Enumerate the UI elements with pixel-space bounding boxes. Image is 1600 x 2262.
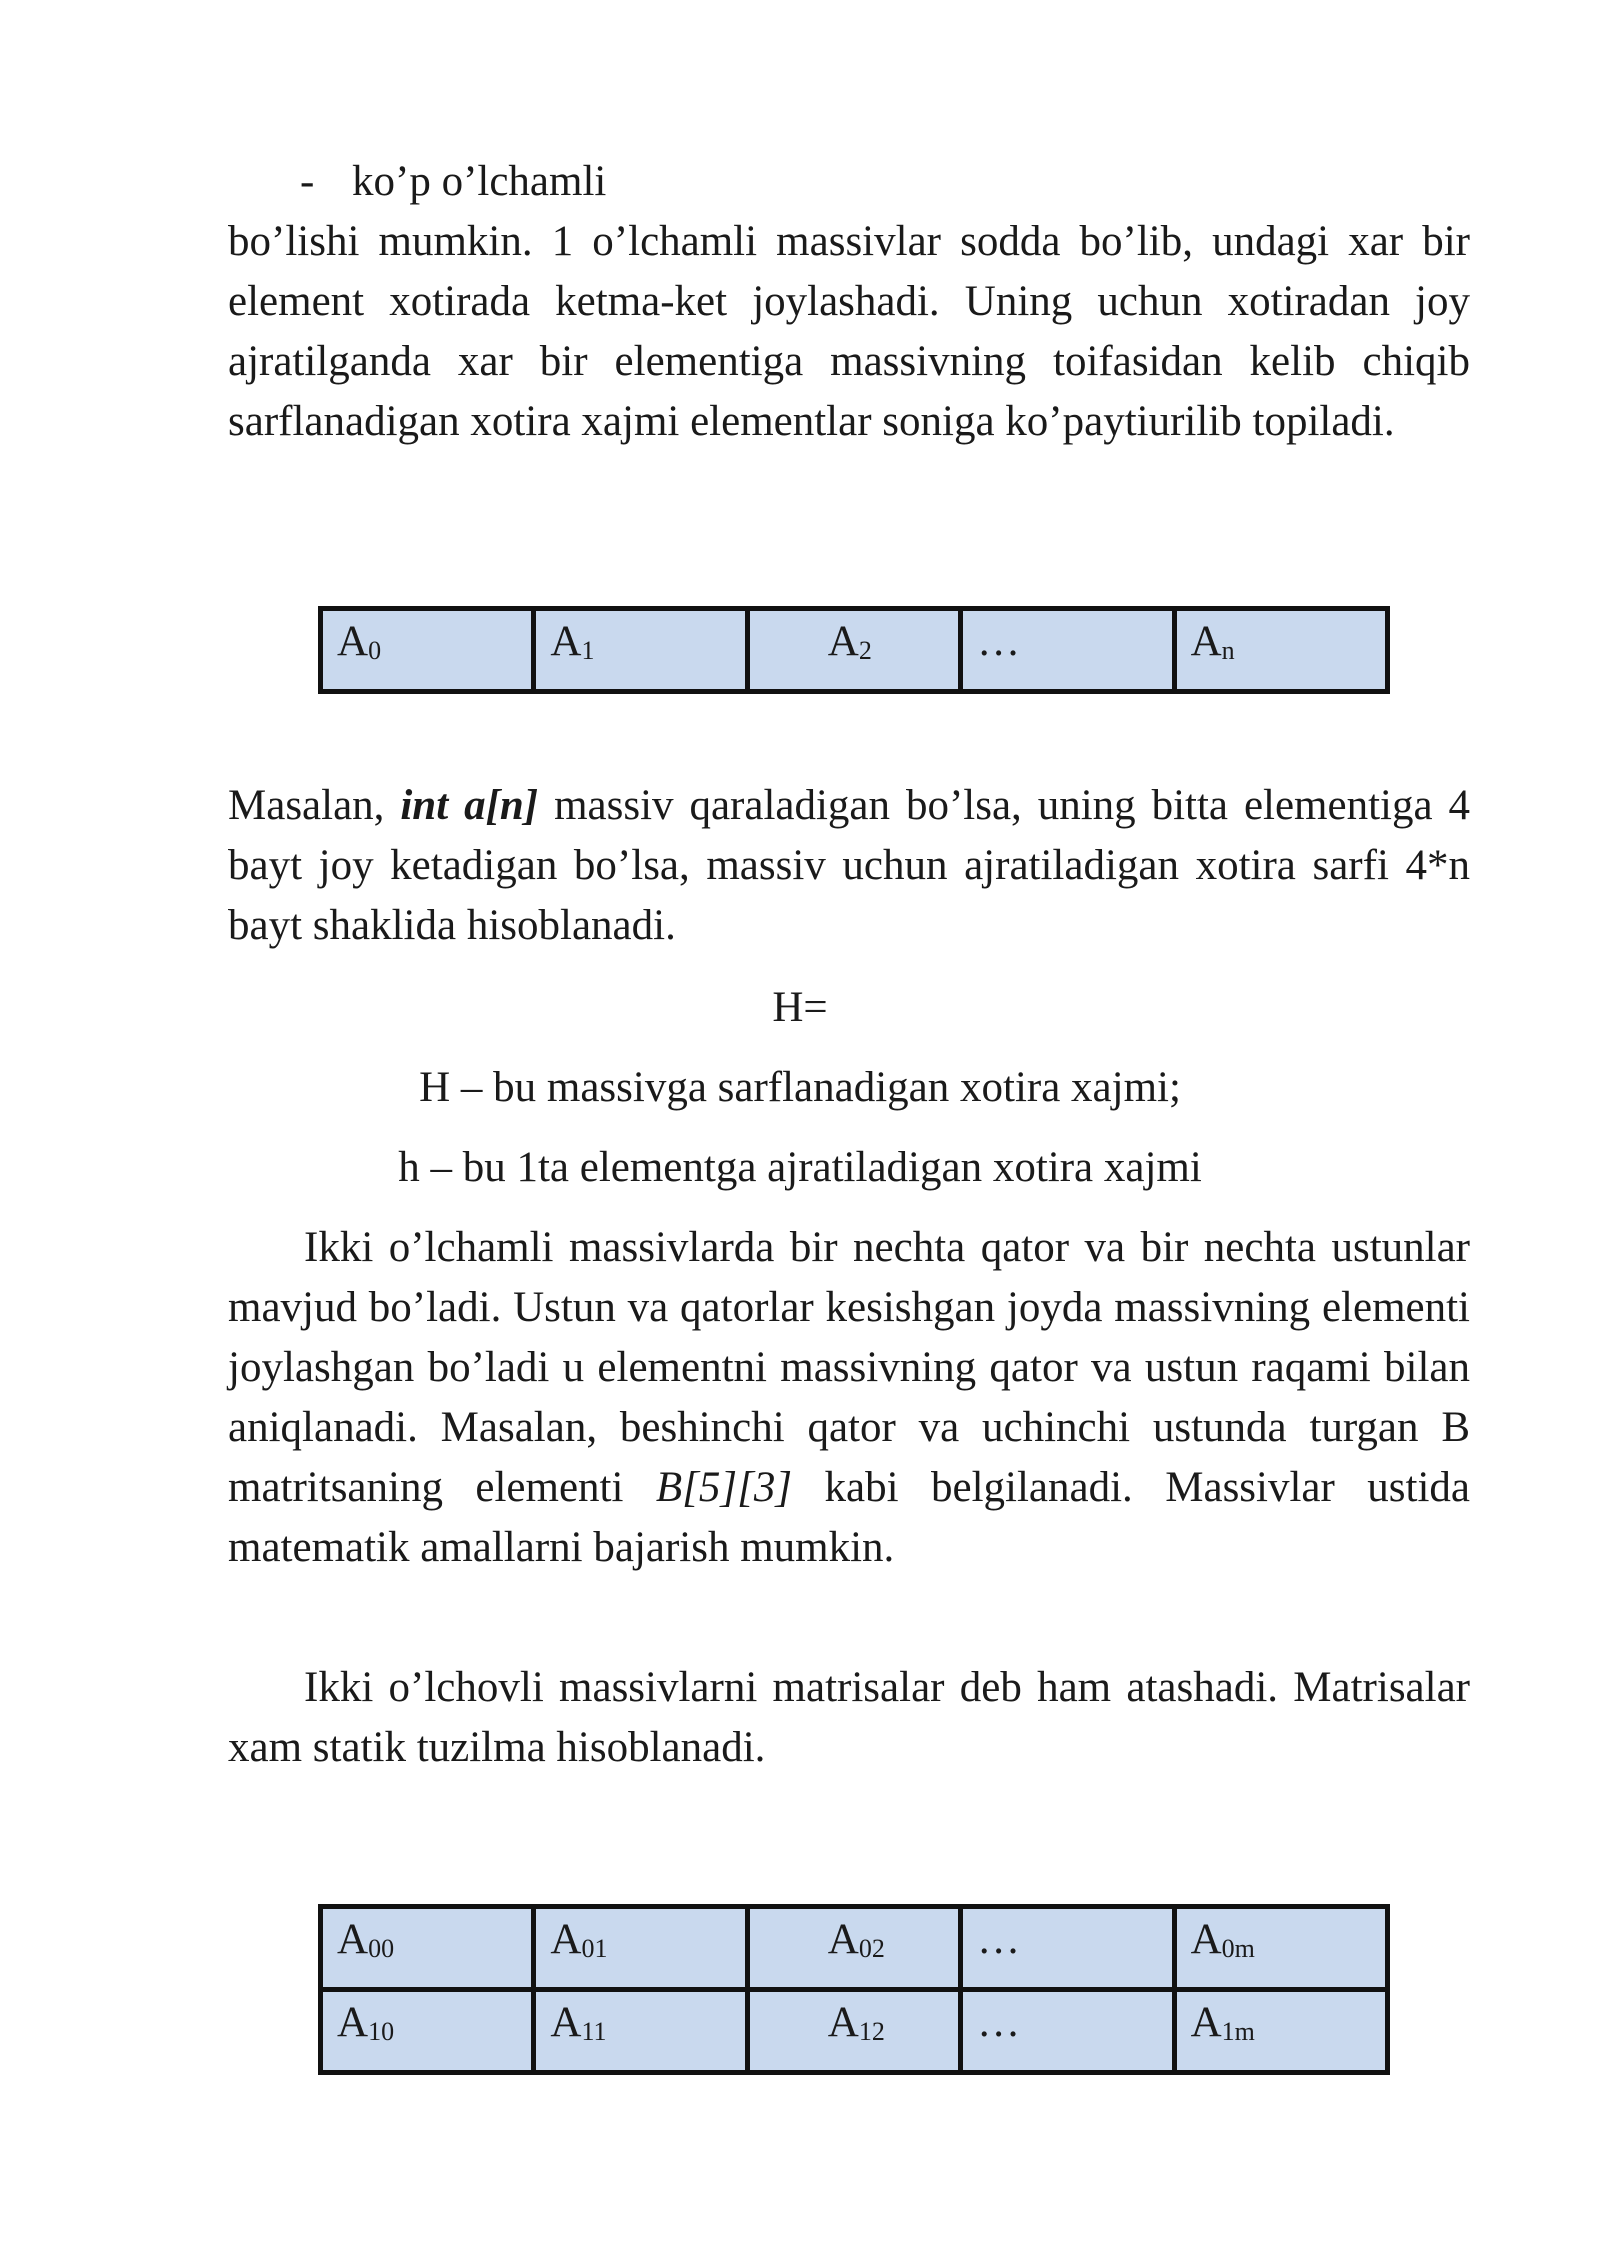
array-cell: … xyxy=(961,609,1174,692)
matrix-cell: $A_{10}$ xyxy=(321,1990,534,2073)
array-cell: $A_n$ xyxy=(1174,609,1387,692)
matrix-cell: $A_{12}$ xyxy=(747,1990,960,2073)
matrix-cell: $A_{01}$ xyxy=(534,1907,747,1990)
array-cell: $A_1$ xyxy=(534,609,747,692)
bullet-item xyxy=(300,152,606,212)
matrix-cell: $A_{1m}$ xyxy=(1174,1990,1387,2073)
paragraph-4: Ikki o’lchovli massivlarni matrisalar deb ham atashadi. Matrisalar xam statik tuzilma hisoblanadi. xyxy=(228,1664,1470,1771)
bullet-text: ko’p o’lchamli xyxy=(352,158,607,205)
matrix-cell: $A_{11}$ xyxy=(534,1990,747,2073)
matrix-cell: … xyxy=(961,1907,1174,1990)
matrix-row xyxy=(321,1907,1388,1990)
matrix-cell: $A_{00}$ xyxy=(321,1907,534,1990)
matrix-cell: $A_{0m}$ xyxy=(1174,1907,1387,1990)
one-dimensional-array-table xyxy=(318,606,1390,694)
definition-H: H – bu massivga sarflanadigan xotira xajmi; xyxy=(419,1064,1181,1111)
paragraph-3: Ikki o’lchamli massivlarda bir nechta qator va bir nechta ustunlar mavjud bo’ladi. Ustun va qatorlar kesishgan joyda massivning elementi joylashgan bo’ladi u elementni massivning qator va ustun raqami bilan aniqlanadi. Masalan, beshinchi qator va uchinchi ustunda turgan B matritsaning elementi B[5][3] kabi belgilanadi. Massivlar ustida matematik amallarni bajarish mumkin. xyxy=(228,1224,1470,1571)
paragraph-2: Masalan, int a[n] massiv qaraladigan bo’lsa, uning bitta elementiga 4 bayt joy ketadigan bo’lsa, massiv uchun ajratiladigan xotira sarfi 4*n bayt shaklida hisoblanadi. xyxy=(228,782,1470,949)
array-cell: $A_2$ xyxy=(747,609,960,692)
definition-h: h – bu 1ta elementga ajratiladigan xotira xajmi xyxy=(398,1144,1202,1191)
matrix-cell: … xyxy=(961,1990,1174,2073)
paragraph-1: bo’lishi mumkin. 1 o’lchamli massivlar sodda bo’lib, undagi xar bir element xotirada ketma-ket joylashadi. Uning uchun xotiradan joy ajratilganda xar bir elementiga massivning toifasidan kelib chiqib sarflanadigan xotira xajmi elementlar soniga ko’paytiurilib topiladi. xyxy=(228,218,1470,445)
array-cell: $A_0$ xyxy=(321,609,534,692)
matrix-row xyxy=(321,1990,1388,2073)
formula: H= xyxy=(772,984,828,1031)
code-snippet: int a[n] xyxy=(400,782,539,829)
matrix-reference: B[5][3] xyxy=(655,1464,793,1511)
array-row xyxy=(321,609,1388,692)
bullet-dash: - xyxy=(300,158,315,205)
matrix-cell: $A_{02}$ xyxy=(747,1907,960,1990)
two-dimensional-array-table xyxy=(318,1904,1390,2075)
